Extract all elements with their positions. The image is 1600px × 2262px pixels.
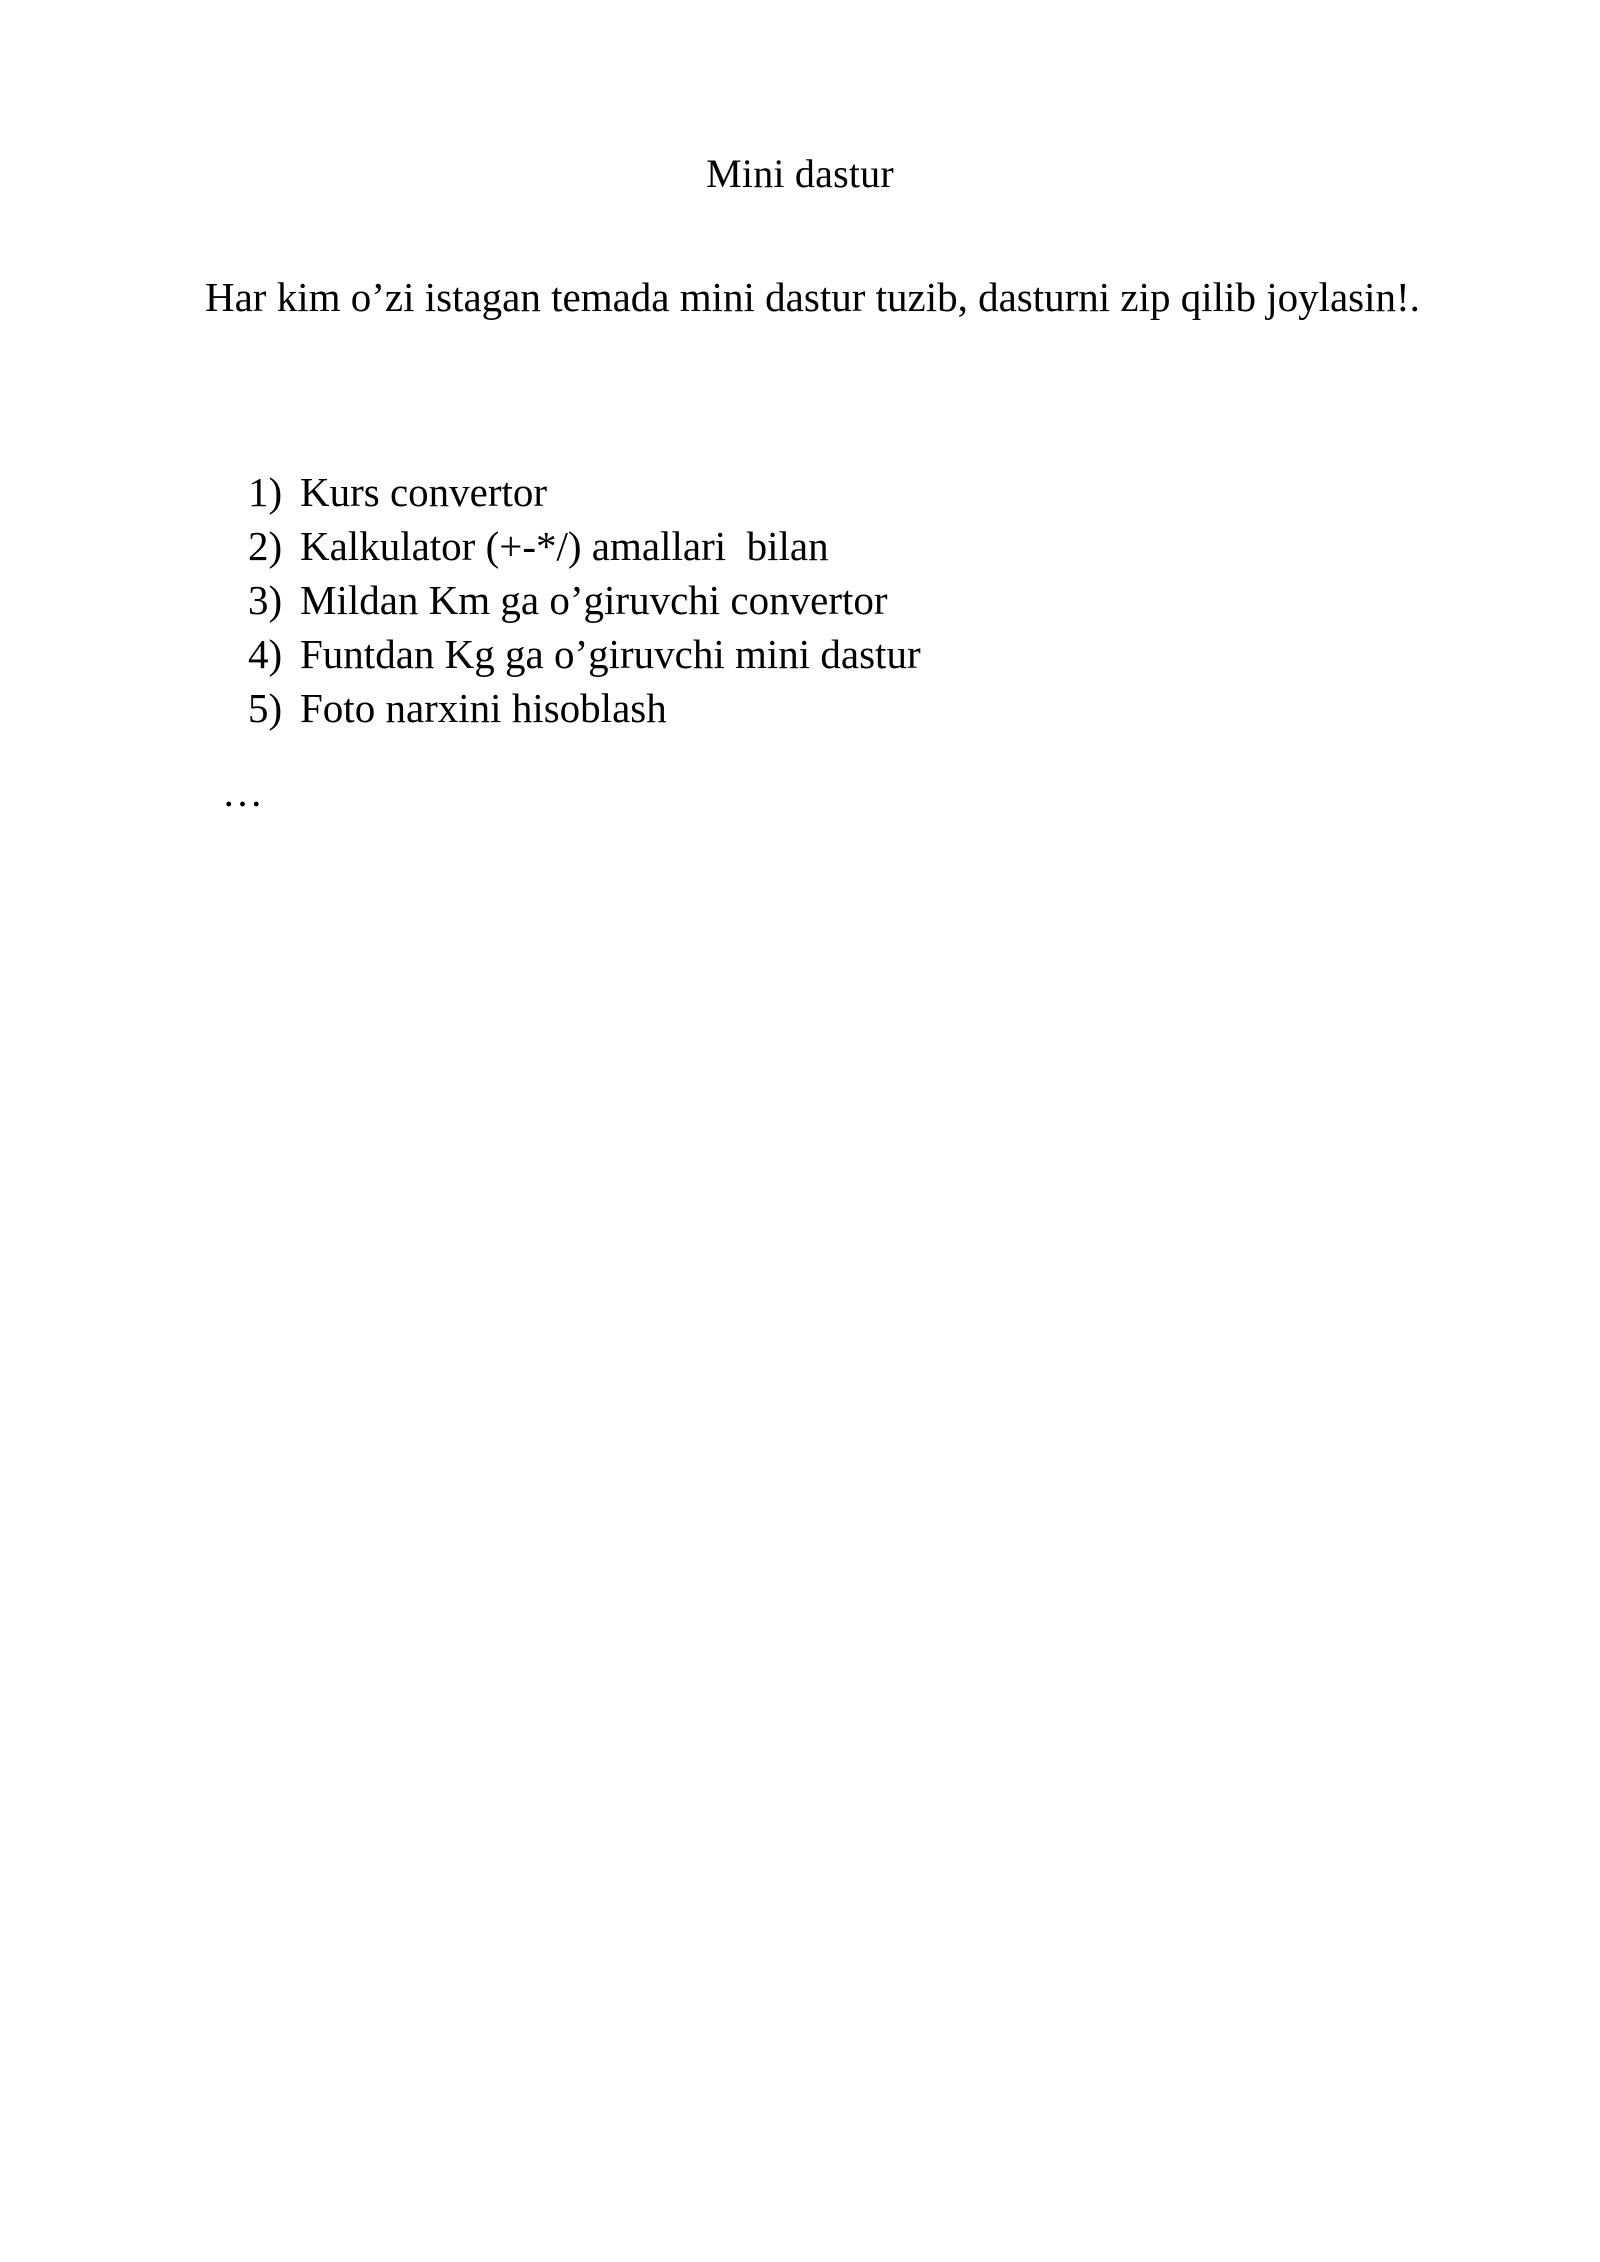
- list-item-marker: 2): [248, 523, 283, 570]
- list-item-marker: 1): [248, 469, 283, 515]
- list-item: [248, 573, 1448, 627]
- list-item: [248, 627, 1448, 681]
- list-item-label: Foto narxini hisoblash: [300, 685, 667, 732]
- numbered-list: [248, 465, 1448, 736]
- list-item: [248, 519, 1448, 573]
- page-title: Mini dastur: [706, 151, 894, 196]
- list-item-marker: 4): [248, 631, 283, 678]
- list-item-label: Kurs convertor: [300, 469, 548, 515]
- list-item-label: Kalkulator (+-*/) amallari bilan: [300, 523, 829, 570]
- intro-paragraph: Har kim o’zi istagan temada mini dastur tuzib, dasturni zip qilib joylasin!.: [205, 274, 1420, 320]
- list-item-label: Mildan Km ga o’giruvchi convertor: [300, 577, 888, 624]
- continuation-ellipsis: …: [222, 769, 265, 815]
- list-item: [248, 465, 1448, 519]
- list-item-label: Funtdan Kg ga o’giruvchi mini dastur: [300, 631, 921, 678]
- list-item-marker: 3): [248, 577, 283, 624]
- list-item-marker: 5): [248, 685, 283, 732]
- list-item: [248, 681, 1448, 735]
